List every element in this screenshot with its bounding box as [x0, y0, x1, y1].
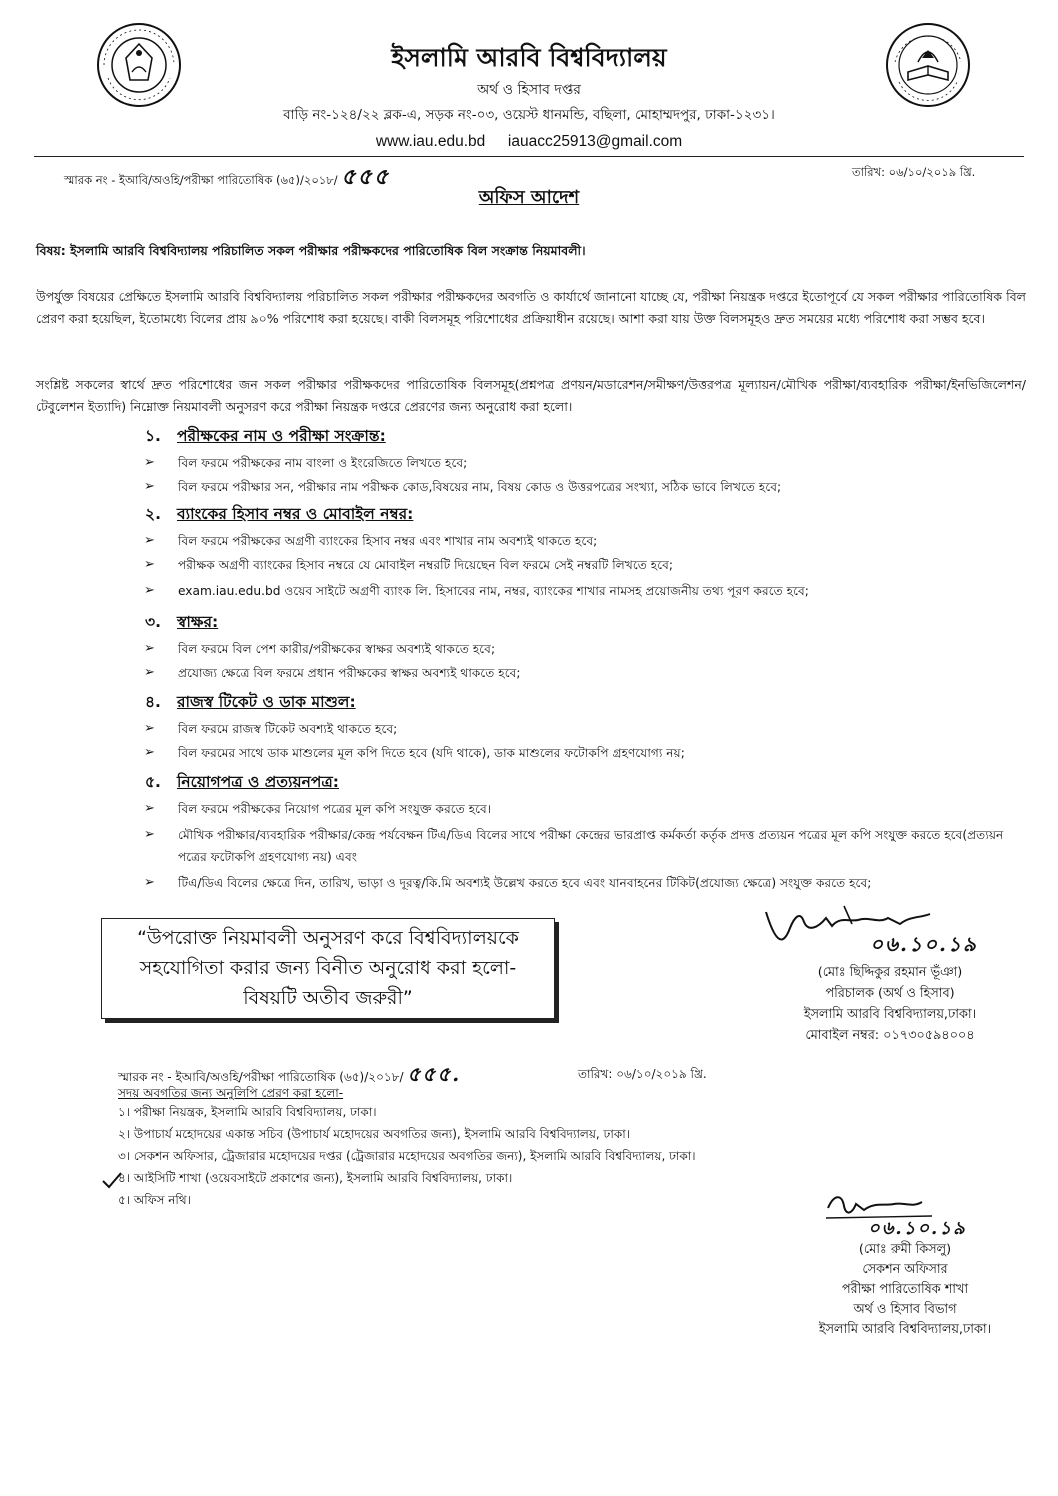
intro-paragraph: উপর্যুক্ত বিষয়ের প্রেক্ষিতে ইসলামি আরবি বিশ্ববিদ্যালয় পরিচালিত সকল পরীক্ষার পরীক্ষকদের অবগতি ও কার্যার্থে জানানো যাচ্ছে যে, পরীক্ষা নিয়ন্ত্রক দপ্তরে ইতোপূর্বে যে সকল পরীক্ষার পারিতোষিক বিল প্রেরণ করা হয়েছিল, ইতোমধ্যে বিলের প্রায় ৯০% পরিশোধ করা হয়েছে। বাকী বিলসমূহ পরিশোধের প্রক্রিয়াধীন রয়েছে। আশা করা যায় উক্ত বিলসমূহও দ্রুত সময়ের মধ্যে পরিশোধ করা সম্ভব হবে। [36, 289, 1026, 326]
signatory-office: ইসলামি আরবি বিশ্ববিদ্যালয়,ঢাকা। [803, 1007, 977, 1022]
notice-line-2: সহযোগিতা করার জন্য বিনীত অনুরোধ করা হলো- [139, 957, 517, 979]
list-item: ➢ টিএ/ডিএ বিলের ক্ষেত্রে দিন, তারিখ, ভাড়া ও দূরত্ব/কি.মি অবশ্যই উল্লেখ করতে হবে এবং যানবাহনের টিকিট(প্রযোজ্য ক্ষেত্রে) সংযুক্ত করতে হবে; [148, 872, 1028, 894]
signatory-office: ইসলামি আরবি বিশ্ববিদ্যালয়,ঢাকা। [818, 1322, 992, 1337]
office-address: বাড়ি নং-১২৪/২২ ব্লক-এ, সড়ক নং-০৩, ওয়েস্ট ধানমন্ডি, বছিলা, মোহাম্মদপুর, ঢাকা-১২৩১। [283, 107, 775, 123]
list-item: ➢ প্রযোজ্য ক্ষেত্রে বিল ফরমে প্রধান পরীক্ষকের স্বাক্ষর অবশ্যই থাকতে হবে; [148, 662, 1028, 684]
notice-line-3: বিষয়টি অতীব জরুরী” [243, 987, 413, 1009]
notice-line-1: “উপরোক্ত নিয়মাবলী অনুসরণ করে বিশ্ববিদ্যালয়কে [137, 927, 519, 949]
signatory-designation: পরিচালক (অর্থ ও হিসাব) [825, 986, 955, 1001]
arrow-bullet-icon: ➢ [144, 479, 155, 494]
signatory-director [755, 962, 1025, 1046]
department-name: অর্থ ও হিসাব দপ্তর [477, 82, 581, 98]
memo-label: স্মারক নং - ইআবি/অওহি/পরীক্ষা পারিতোষিক (৬৫)/২০১৮/ [64, 173, 338, 187]
signatory-section-officer [770, 1240, 1040, 1340]
arrow-bullet-icon: ➢ [144, 827, 155, 842]
copy-recipient: ১। পরীক্ষা নিয়ন্ত্রক, ইসলামি আরবি বিশ্ববিদ্যালয়, ঢাকা। [118, 1105, 377, 1119]
signatory-designation: সেকশন অফিসার [862, 1262, 948, 1277]
section-heading-bank: ২. ব্যাংকের হিসাব নম্বর ও মোবাইল নম্বর: [145, 505, 414, 523]
signatory-name: (মোঃ রুমী কিসলু) [858, 1242, 952, 1257]
list-item: ➢ পরীক্ষক অগ্রণী ব্যাংকের হিসাব নম্বরে যে মোবাইল নম্বরটি দিয়েছেন বিল ফরমে সেই নম্বরটি লিখতে হবে; [148, 554, 1028, 576]
subject-line: বিষয়: ইসলামি আরবি বিশ্ববিদ্যালয় পরিচালিত সকল পরীক্ষার পরীক্ষকদের পারিতোষিক বিল সংক্রান্ত নিয়মাবলী। [36, 243, 586, 258]
arrow-bullet-icon: ➢ [144, 533, 155, 548]
copy-memo-label: স্মারক নং - ইআবি/অওহি/পরীক্ষা পারিতোষিক (৬৫)/২০১৮/ [118, 1070, 404, 1084]
list-item: ➢ বিল ফরমে পরীক্ষকের নিয়োগ পত্রের মূল কপি সংযুক্ত করতে হবে। [148, 798, 1028, 820]
copy-memo-date: তারিখ: ০৬/১০/২০১৯ খ্রি. [578, 1067, 707, 1081]
arrow-bullet-icon: ➢ [144, 745, 155, 760]
important-notice-box [101, 918, 555, 1019]
signatory-mobile: মোবাইল নম্বর: ০১৭৩০৫৯৪০০৪ [805, 1028, 975, 1043]
list-item: ➢ বিল ফরমে রাজস্ব টিকেট অবশ্যই থাকতে হবে; [148, 718, 1028, 740]
memo-date: তারিখ: ০৬/১০/২০১৯ খ্রি. [852, 165, 976, 179]
signature-date-2: ০৬.১০.১৯ [868, 1218, 967, 1239]
document-title: অফিস আদেশ [478, 187, 580, 208]
copy-recipient: ৪। আইসিটি শাখা (ওয়েবসাইটে প্রকাশের জন্য), ইসলামি আরবি বিশ্ববিদ্যালয়, ঢাকা। [118, 1171, 513, 1185]
university-name: ইসলামি আরবি বিশ্ববিদ্যালয় [391, 43, 667, 72]
arrow-bullet-icon: ➢ [144, 641, 155, 656]
copy-intro: সদয় অবগতির জন্য অনুলিপি প্রেরণ করা হলো- [118, 1086, 344, 1100]
email-link[interactable]: iauacc25913@gmail.com [507, 133, 683, 150]
section-heading-appointment: ৫. নিয়োগপত্র ও প্রত্যয়নপত্র: [145, 773, 339, 791]
signatory-division: অর্থ ও হিসাব বিভাগ [853, 1302, 957, 1317]
arrow-bullet-icon: ➢ [144, 721, 155, 736]
list-item: ➢ বিল ফরমে বিল পেশ কারীর/পরীক্ষকের স্বাক্ষর অবশ্যই থাকতে হবে; [148, 638, 1028, 660]
arrow-bullet-icon: ➢ [144, 665, 155, 680]
copy-recipient: ৩। সেকশন অফিসার, ট্রেজারার মহোদয়ের দপ্তর (ট্রেজারার মহোদয়ের অবগতির জন্য), ইসলামি আরবি বিশ্ববিদ্যালয়, ঢাকা। [118, 1149, 696, 1163]
list-item: ➢ বিল ফরমে পরীক্ষার সন, পরীক্ষার নাম পরীক্ষক কোড,বিষয়ের নাম, বিষয় কোড ও উত্তরপত্রের সংখ্যা, সঠিক ভাবে লিখতে হবে; [148, 476, 1028, 498]
request-paragraph: সংশ্লিষ্ট সকলের স্বার্থে দ্রুত পরিশোধের জন সকল পরীক্ষার পরীক্ষকদের পারিতোষিক বিলসমূহ(প্রশ্নপত্র প্রণয়ন/মডারেশন/সমীক্ষণ/উত্তরপত্র মূল্যায়ন/মৌখিক পরীক্ষা/ব্যবহারিক পরীক্ষা/ইনভিজিলেশন/টেবুলেশন ইত্যাদি) নিম্নোক্ত নিয়মাবলী অনুসরণ করে পরীক্ষা নিয়ন্ত্রক দপ্তরে প্রেরণের জন্য অনুরোধ করা হলো। [36, 377, 1026, 414]
website-link[interactable]: www.iau.edu.bd [375, 133, 486, 150]
copy-memo-reference [118, 1062, 462, 1087]
list-item: ➢ বিল ফরমের সাথে ডাক মাশুলের মূল কপি দিতে হবে (যদি থাকে), ডাক মাশুলের ফটোকপি গ্রহণযোগ্য নয়; [148, 742, 1028, 764]
memo-number: ৫৫৫ [341, 164, 391, 190]
list-item: ➢ exam.iau.edu.bd ওয়েব সাইটে অগ্রণী ব্যাংক লি. হিসাবের নাম, নম্বর, ব্যাংকের শাখার নামসহ প্রয়োজনীয় তথ্য পূরণ করতে হবে; [148, 580, 1028, 602]
signature-date-1: ০৬.১০.১৯ [870, 932, 978, 956]
header-divider [34, 156, 1024, 157]
signatory-name: (মোঃ ছিদ্দিকুর রহমান ভূঁঞা) [817, 965, 963, 980]
section-heading-examiner: ১. পরীক্ষকের নাম ও পরীক্ষা সংক্রান্ত: [145, 427, 386, 445]
list-item: ➢ বিল ফরমে পরীক্ষকের নাম বাংলা ও ইংরেজিতে লিখতে হবে; [148, 452, 1028, 474]
copy-recipient: ২। উপাচার্য মহোদয়ের একান্ত সচিব (উপাচার্য মহোদয়ের অবগতির জন্য), ইসলামি আরবি বিশ্ববিদ্যালয়, ঢাকা। [118, 1127, 630, 1141]
copy-memo-number: ৫৫৫. [407, 1062, 462, 1086]
section-heading-signature: ৩. স্বাক্ষর: [145, 613, 219, 631]
list-item: ➢ বিল ফরমে পরীক্ষকের অগ্রণী ব্যাংকের হিসাব নম্বর এবং শাখার নাম অবশ্যই থাকতে হবে; [148, 530, 1028, 552]
contact-line [0, 133, 1058, 151]
arrow-bullet-icon: ➢ [144, 557, 155, 572]
copy-recipient: ৫। অফিস নথি। [118, 1193, 191, 1207]
section-heading-revenue-stamp: ৪. রাজস্ব টিকেট ও ডাক মাশুল: [145, 693, 356, 711]
signatory-branch: পরীক্ষা পারিতোষিক শাখা [841, 1282, 969, 1297]
checkmark-icon [100, 1170, 124, 1190]
list-item: ➢ মৌখিক পরীক্ষার/ব্যবহারিক পরীক্ষার/কেন্দ্র পর্যবেক্ষন টিএ/ডিএ বিলের সাথে পরীক্ষা কেন্দ্রের ভারপ্রাপ্ত কর্মকর্তা কর্তৃক প্রদত্ত প্রত্যয়ন পত্রের মূল কপি সংযুক্ত করতে হবে(প্রত্যয়ন পত্রের ফটোকপি গ্রহণযোগ্য নয়) এবং [148, 824, 1028, 868]
arrow-bullet-icon: ➢ [144, 875, 155, 890]
arrow-bullet-icon: ➢ [144, 583, 155, 598]
arrow-bullet-icon: ➢ [144, 455, 155, 470]
arrow-bullet-icon: ➢ [144, 801, 155, 816]
